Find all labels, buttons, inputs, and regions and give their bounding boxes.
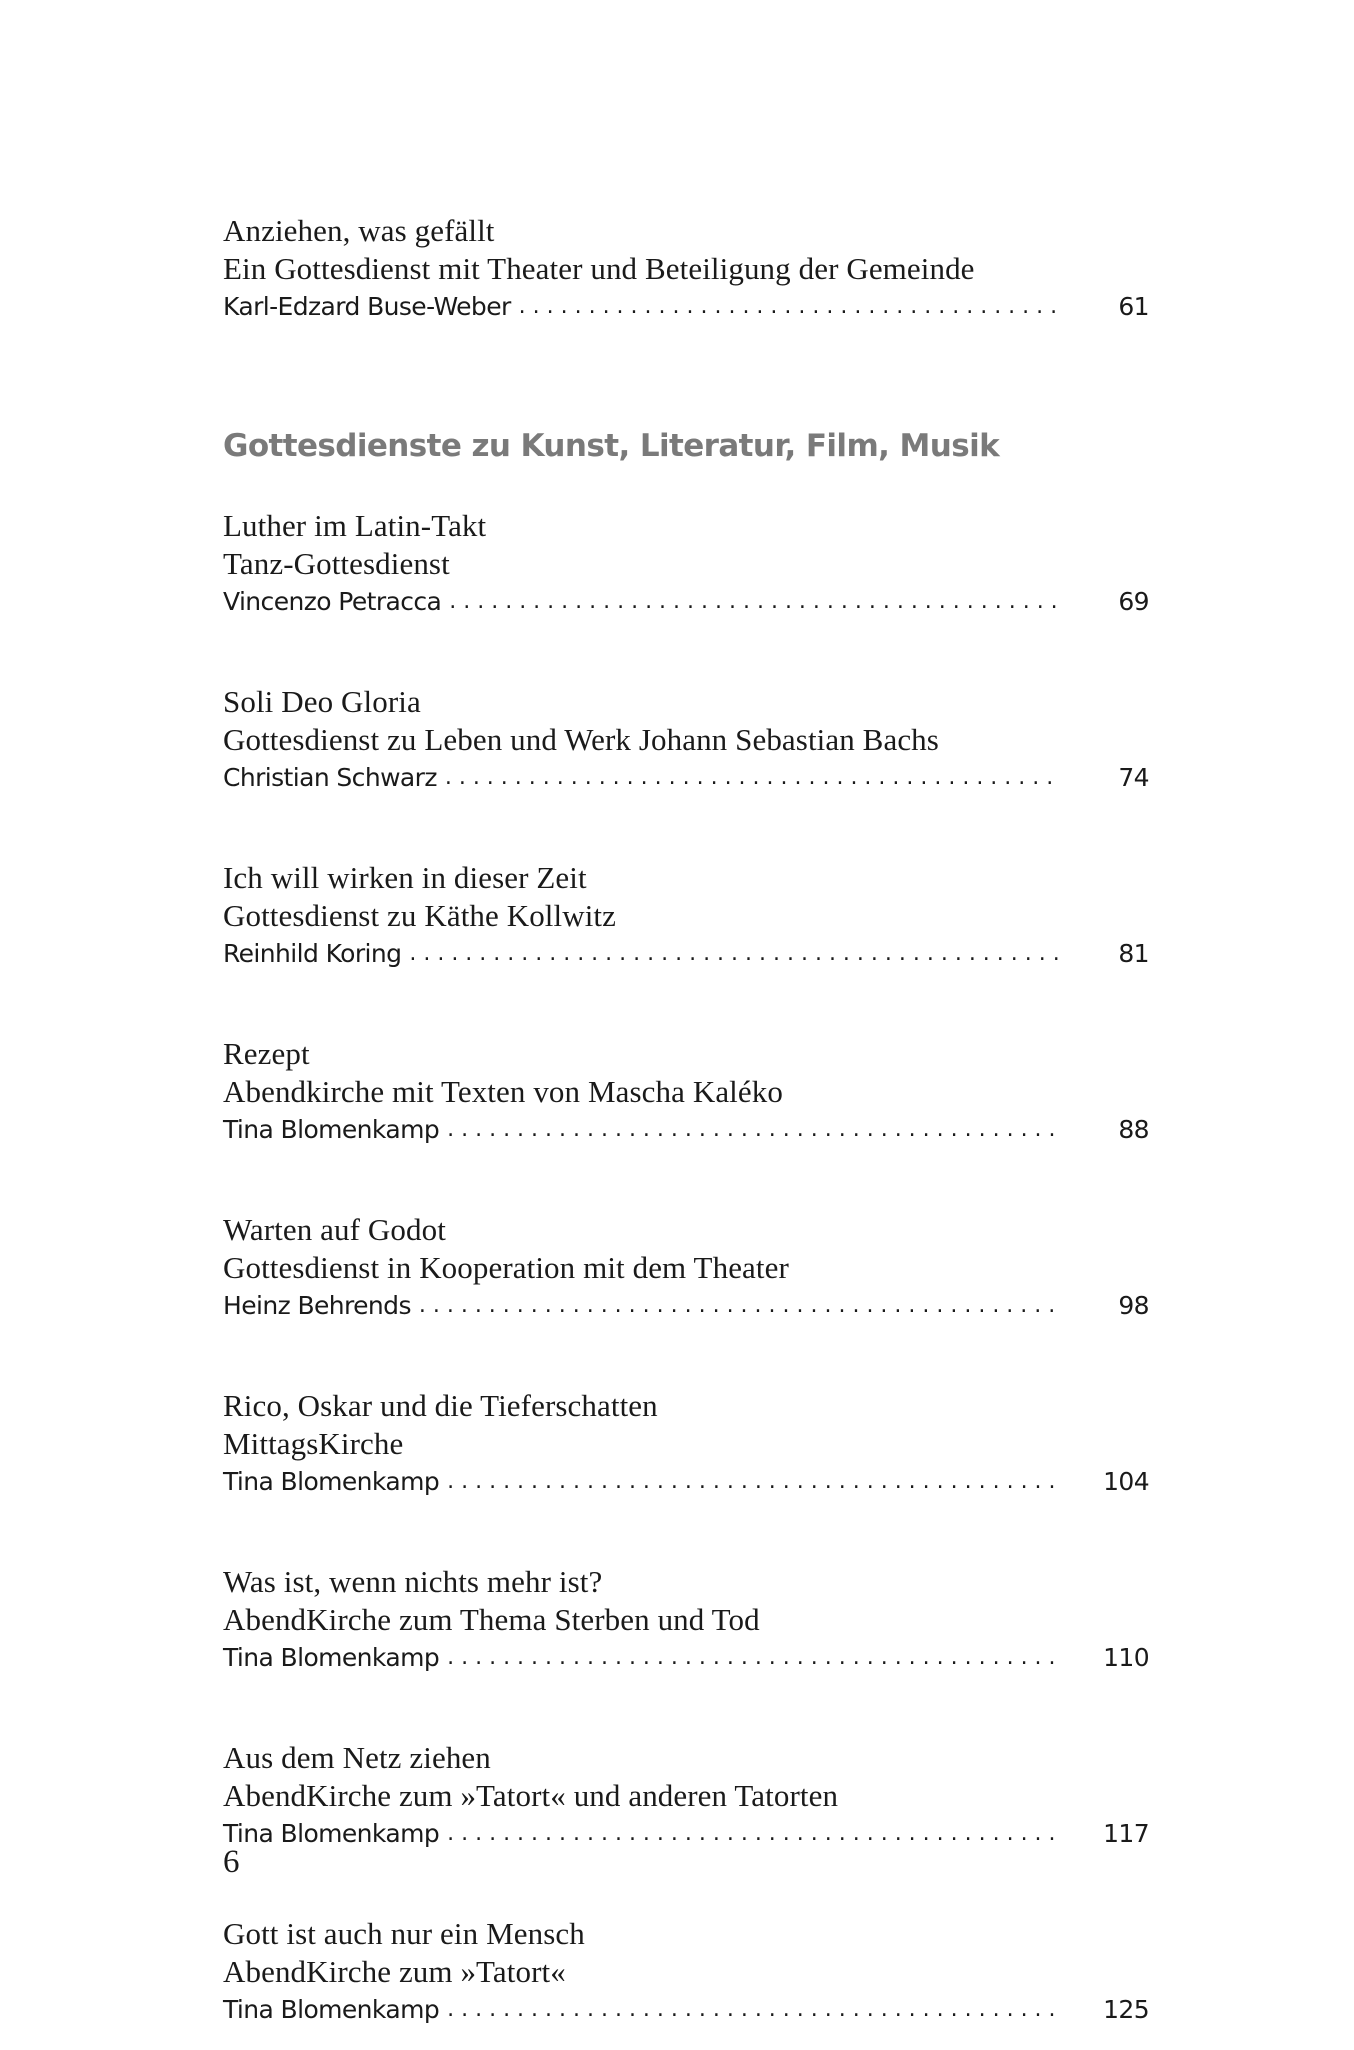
table-of-contents	[223, 212, 1149, 2029]
entry-author-line	[223, 759, 1149, 797]
entry-subtitle: Tanz-Gottesdienst	[223, 546, 450, 581]
entry-title: Anziehen, was gefällt	[223, 213, 495, 248]
entry-spacer	[223, 797, 1149, 859]
entry-title: Was ist, wenn nichts mehr ist?	[223, 1564, 603, 1599]
entry-title: Rezept	[223, 1036, 310, 1071]
entry-title: Luther im Latin-Takt	[223, 508, 487, 543]
entry-author: Tina Blomenkamp	[223, 1819, 440, 1848]
entry-subtitle: AbendKirche zum »Tatort«	[223, 1954, 566, 1989]
entry-subtitle: Gottesdienst in Kooperation mit dem Theater	[223, 1250, 789, 1285]
entry-spacer	[223, 1501, 1149, 1563]
entry-page-number: 74	[1118, 763, 1149, 792]
toc-entry[interactable]	[223, 507, 1149, 621]
entry-subtitle: Ein Gottesdienst mit Theater und Beteiligung der Gemeinde	[223, 251, 975, 286]
dot-leader	[409, 935, 1061, 973]
entry-page-number: 110	[1103, 1643, 1149, 1672]
entry-subtitle: MittagsKirche	[223, 1426, 404, 1461]
entry-page-number: 69	[1118, 587, 1149, 616]
section-heading: Gottesdienste zu Kunst, Literatur, Film, Musik	[223, 428, 1000, 464]
toc-entry[interactable]	[223, 1739, 1149, 1853]
entry-title: Soli Deo Gloria	[223, 684, 421, 719]
entry-author-line	[223, 1463, 1149, 1501]
entry-author: Karl-Edzard Buse-Weber	[223, 292, 511, 321]
toc-entry[interactable]	[223, 1563, 1149, 1677]
dot-leader	[447, 1111, 1061, 1149]
entry-author-line	[223, 1639, 1149, 1677]
entry-subtitle: Gottesdienst zu Leben und Werk Johann Sebastian Bachs	[223, 722, 939, 757]
entry-spacer	[223, 973, 1149, 1035]
dot-leader	[447, 1639, 1061, 1677]
toc-entry[interactable]	[223, 1211, 1149, 1325]
entry-page-number: 81	[1118, 939, 1149, 968]
entry-subtitle: Gottesdienst zu Käthe Kollwitz	[223, 898, 616, 933]
entry-page-number: 125	[1103, 1995, 1149, 2024]
entry-spacer	[223, 1149, 1149, 1211]
entry-subtitle: AbendKirche zum Thema Sterben und Tod	[223, 1602, 760, 1637]
entry-author-line	[223, 1111, 1149, 1149]
entry-page-number: 61	[1118, 292, 1149, 321]
entry-page-number: 117	[1103, 1819, 1149, 1848]
entry-author-line	[223, 1287, 1149, 1325]
entry-title: Warten auf Godot	[223, 1212, 446, 1247]
toc-entry[interactable]	[223, 683, 1149, 797]
entry-subtitle: AbendKirche zum »Tatort« und anderen Tatorten	[223, 1778, 839, 1813]
entry-author-line	[223, 288, 1149, 326]
entry-author: Tina Blomenkamp	[223, 1115, 440, 1144]
dot-leader	[447, 1991, 1061, 2029]
entry-title: Aus dem Netz ziehen	[223, 1740, 491, 1775]
entry-author: Heinz Behrends	[223, 1291, 411, 1320]
entry-author-line	[223, 1815, 1149, 1853]
entry-author: Christian Schwarz	[223, 763, 437, 792]
entry-author: Tina Blomenkamp	[223, 1995, 440, 2024]
entry-author-line	[223, 935, 1149, 973]
entry-author-line	[223, 583, 1149, 621]
dot-leader	[445, 759, 1061, 797]
dot-leader	[447, 1815, 1061, 1853]
entry-author: Vincenzo Petracca	[223, 587, 442, 616]
toc-entry[interactable]	[223, 1387, 1149, 1501]
entry-spacer	[223, 1853, 1149, 1915]
entry-spacer	[223, 621, 1149, 683]
entry-spacer	[223, 1677, 1149, 1739]
entry-spacer	[223, 1325, 1149, 1387]
dot-leader	[449, 583, 1061, 621]
dot-leader	[419, 1287, 1061, 1325]
entry-author: Tina Blomenkamp	[223, 1467, 440, 1496]
entry-page-number: 88	[1118, 1115, 1149, 1144]
entry-page-number: 104	[1103, 1467, 1149, 1496]
entry-author-line	[223, 1991, 1149, 2029]
dot-leader	[519, 288, 1061, 326]
toc-entry[interactable]	[223, 1915, 1149, 2029]
entry-title: Ich will wirken in dieser Zeit	[223, 860, 587, 895]
toc-entry[interactable]	[223, 1035, 1149, 1149]
entry-title: Gott ist auch nur ein Mensch	[223, 1916, 585, 1951]
entry-author: Tina Blomenkamp	[223, 1643, 440, 1672]
entry-page-number: 98	[1118, 1291, 1149, 1320]
entry-author: Reinhild Koring	[223, 939, 402, 968]
entry-title: Rico, Oskar und die Tieferschatten	[223, 1388, 658, 1423]
toc-entry[interactable]	[223, 859, 1149, 973]
toc-entry[interactable]	[223, 212, 1149, 326]
page-number: 6	[223, 1844, 240, 1880]
dot-leader	[447, 1463, 1061, 1501]
entry-subtitle: Abendkirche mit Texten von Mascha Kaléko	[223, 1074, 783, 1109]
